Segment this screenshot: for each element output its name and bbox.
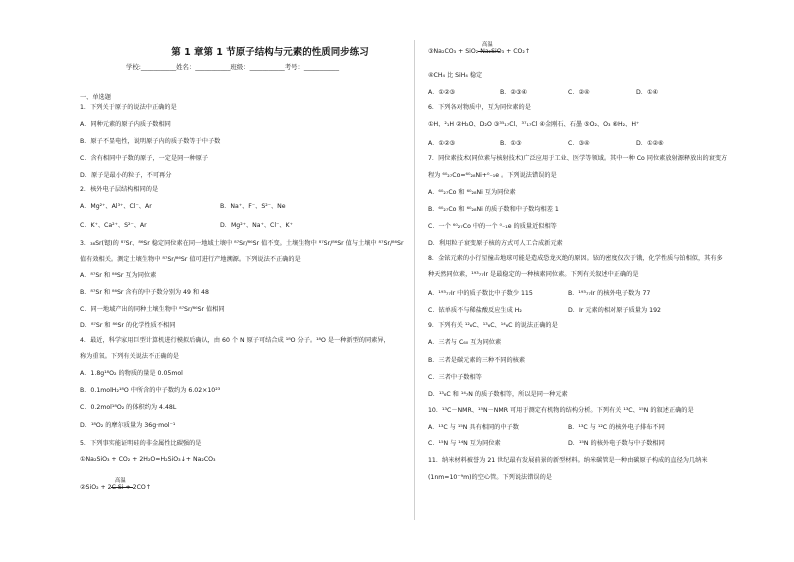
question-text-line: C．③④ (568, 140, 590, 147)
question-text-line: C．¹⁵N 与 ¹⁴N 互为同位素 (428, 440, 501, 447)
question-text-line: B．⁸⁷Sr 和 ⁸⁶Sr 含有的中子数分别为 49 和 48 (80, 289, 209, 296)
question-text-line: 3．₃₈Sr(锶)的 ⁸⁷Sr、⁸⁶Sr 稳定同位素在同一地域土壤中 ⁸⁷Sr/⁸⁶Sr 值不变。土壤生物中 ⁸⁷Sr/⁸⁶Sr 值与土壤中 ⁸⁷Sr/⁸⁶Sr (80, 240, 404, 247)
question-text-line: C．一个 ⁶⁰₂₇Co 中的一个 ⁰₋₁e 的质量近似相等 (428, 223, 557, 230)
question-text-line: A．同种元素的原子内质子数相同 (80, 121, 171, 128)
question-text-line: B．0.1molH₂¹⁸O 中所含的中子数约为 6.02×10²³ (80, 387, 221, 394)
question-text-line: ①Na₂SiO₃ + CO₂ + 2H₂O=H₂SiO₃↓+ Na₂CO₃ (80, 456, 216, 463)
question-text-line: D．①④ (636, 89, 659, 96)
question-text-line: 10．¹³C－NMR、¹⁵N－NMR 可用于测定有机物的结构分析。下列有关 ¹³C、¹⁵N 的叙述正确的是 (428, 407, 694, 414)
question-text-line: B．三者是碳元素的三种不同的核素 (428, 357, 526, 364)
high-temperature-label: 高温 (115, 478, 126, 484)
question-text-line: D．原子是最小的粒子，不可再分 (80, 172, 172, 179)
question-text-line: D．Ir 元素的相对原子质量为 192 (568, 307, 661, 314)
question-text-line: B．①③ (500, 140, 522, 147)
question-text-line: 11．纳米材料被誉为 21 世纪最有发展前景的新型材料。纳米碳管是一种由碳原子构成的直径为几纳米 (428, 457, 708, 464)
student-info-line: 学校:___________姓名：___________班级：___________考号：___________ (126, 63, 340, 71)
question-text-line: ③Na₂CO₃ + SiO₂ Na₂SiO₃ + CO₂↑ (428, 48, 531, 55)
high-temperature-label: 高温 (482, 42, 493, 48)
question-text-line: 9．下列有关 ¹²₆C、¹³₆C、¹⁴₆C 的说法正确的是 (428, 322, 558, 329)
question-text-line: 程为 ⁶⁰₂₇Co=⁶⁰₂₈Ni+⁰₋₁e 。下列说法错误的是 (428, 172, 557, 179)
question-text-line: A．⁸⁷Sr 和 ⁸⁶Sr 互为同位素 (80, 272, 157, 279)
question-text-line: A．三者与 C₆₀ 互为同位素 (428, 339, 502, 346)
question-text-line: B．⁶⁰₂₇Co 和 ⁶⁰₂₈Ni 的质子数和中子数均相差 1 (428, 206, 559, 213)
question-text-line: C．0.2mol¹⁸O₂ 的体积约为 4.48L (80, 404, 177, 411)
question-text-line: B．¹⁹³₇₇Ir 的核外电子数为 77 (568, 290, 651, 297)
question-text-line: 7．同位素技术(同位素与核射技术)广泛应用于工业、医学等领域。其中一种 Co 同位素放射源释放出的衰变方 (428, 155, 728, 162)
question-text-line: B．②③④ (500, 89, 528, 96)
question-text-line: B．原子不显电性，说明原子内的质子数等于中子数 (80, 138, 221, 145)
question-text-line: A．¹⁹³₇₇Ir 中的质子数比中子数少 115 (428, 290, 533, 297)
question-text-line: D．⁸⁷Sr 和 ⁸⁶Sr 的化学性质不相同 (80, 322, 176, 329)
page-title: 第 1 章第 1 节原子结构与元素的性质同步练习 (171, 47, 369, 58)
question-text-line: ②SiO₂ + 2C Si + 2CO↑ (80, 484, 151, 491)
question-text-line: 2．核外电子层结构相同的是 (80, 186, 159, 193)
question-text-line: 种天然同位素，¹⁹³₇₇Ir 是最稳定的一种核素同位素。下列有关叙述中正确的是 (428, 271, 639, 278)
question-text-line: ④CH₄ 比 SiH₄ 稳定 (428, 72, 483, 79)
reaction-condition-line (478, 51, 500, 52)
question-text-line: B．Na⁺、F⁻、S²⁻、Ne (220, 203, 286, 210)
question-text-line: D．¹⁵N 的核外电子数与中子数相同 (568, 440, 665, 447)
question-text-line: 称为重氧。下列有关说法不正确的是 (80, 353, 179, 360)
question-text-line: C．铱单质不与稀盐酸反应生成 H₂ (428, 307, 522, 314)
question-text-line: D．¹³₆C 和 ¹⁴₇N 的质子数相等，所以是同一种元素 (428, 391, 568, 398)
question-text-line: 6．下列各对物质中，互为同位素的是 (428, 104, 531, 111)
question-text-line: D．Mg²⁺、Na⁺、Cl⁻、K⁺ (220, 222, 293, 229)
question-text-line: D．¹⁸O₂ 的摩尔质量为 36g·mol⁻¹ (80, 422, 176, 429)
question-text-line: A．①②③ (428, 89, 456, 96)
question-text-line: C．②④ (568, 89, 590, 96)
question-text-line: D．①②⑥ (636, 140, 664, 147)
question-text-line: 8．金铱元素的小行星撞击地球可能是造成恐龙灭绝的原因。铱的密度仅次于锇，化学性质与铂相似，其有多 (428, 255, 723, 262)
question-text-line: C．K⁺、Ca²⁺、S²⁻、Ar (80, 222, 147, 229)
question-text-line: A．⁶⁰₂₇Co 和 ⁶⁰₂₈Ni 互为同位素 (428, 189, 516, 196)
question-text-line: 5．下列事实能证明硅的非金属性比碳强的是 (80, 440, 202, 447)
question-text-line: A．①②③ (428, 140, 456, 147)
question-text-line: 一、单选题 (80, 94, 111, 101)
question-text-line: D．利用粒子衰变原子核的方式可人工合成新元素 (428, 240, 563, 247)
question-text-line: 4．最近，科学家用巨型计算机进行模拟后确认，由 60 个 N 原子可结合成 ¹⁸O 分子。¹⁸O 是一种新型的同素异， (80, 337, 390, 344)
question-text-line: 1．下列关于原子的说法中正确的是 (80, 104, 177, 111)
question-text-line: C．同一地域产出的同种土壤生物中 ⁸⁷Sr/⁸⁶Sr 值相同 (80, 306, 225, 313)
question-text-line: C．含有相同中子数的原子，一定是同一种原子 (80, 155, 209, 162)
question-text-line: 值有效相关。测定土壤生物中 ⁸⁷Sr/⁸⁶Sr 值可进行产地溯源。下列说法不正确的是 (80, 256, 301, 263)
question-text-line: C．三者中子数相等 (428, 374, 482, 381)
column-divider (414, 40, 415, 520)
question-text-line: A．1.8g¹⁸O₂ 的物质的量是 0.05mol (80, 370, 183, 377)
question-text-line: A．¹³C 与 ¹⁵N 具有相同的中子数 (428, 424, 519, 431)
reaction-condition-line (111, 487, 133, 488)
question-text-line: A．Mg²⁺、Al³⁺、Cl⁻、Ar (80, 203, 152, 210)
question-text-line: ①H、²₁H ②H₂O、D₂O ③³⁵₁₇Cl、³⁷₁₇Cl ④金刚石、石墨 ⑤O₂、O₃ ⑥H₂、H⁺ (428, 121, 640, 128)
question-text-line: B．¹³C 与 ¹²C 的核外电子排布不同 (568, 424, 665, 431)
question-text-line: (1nm=10⁻⁹m)的空心管。下列说法错误的是 (428, 474, 552, 481)
